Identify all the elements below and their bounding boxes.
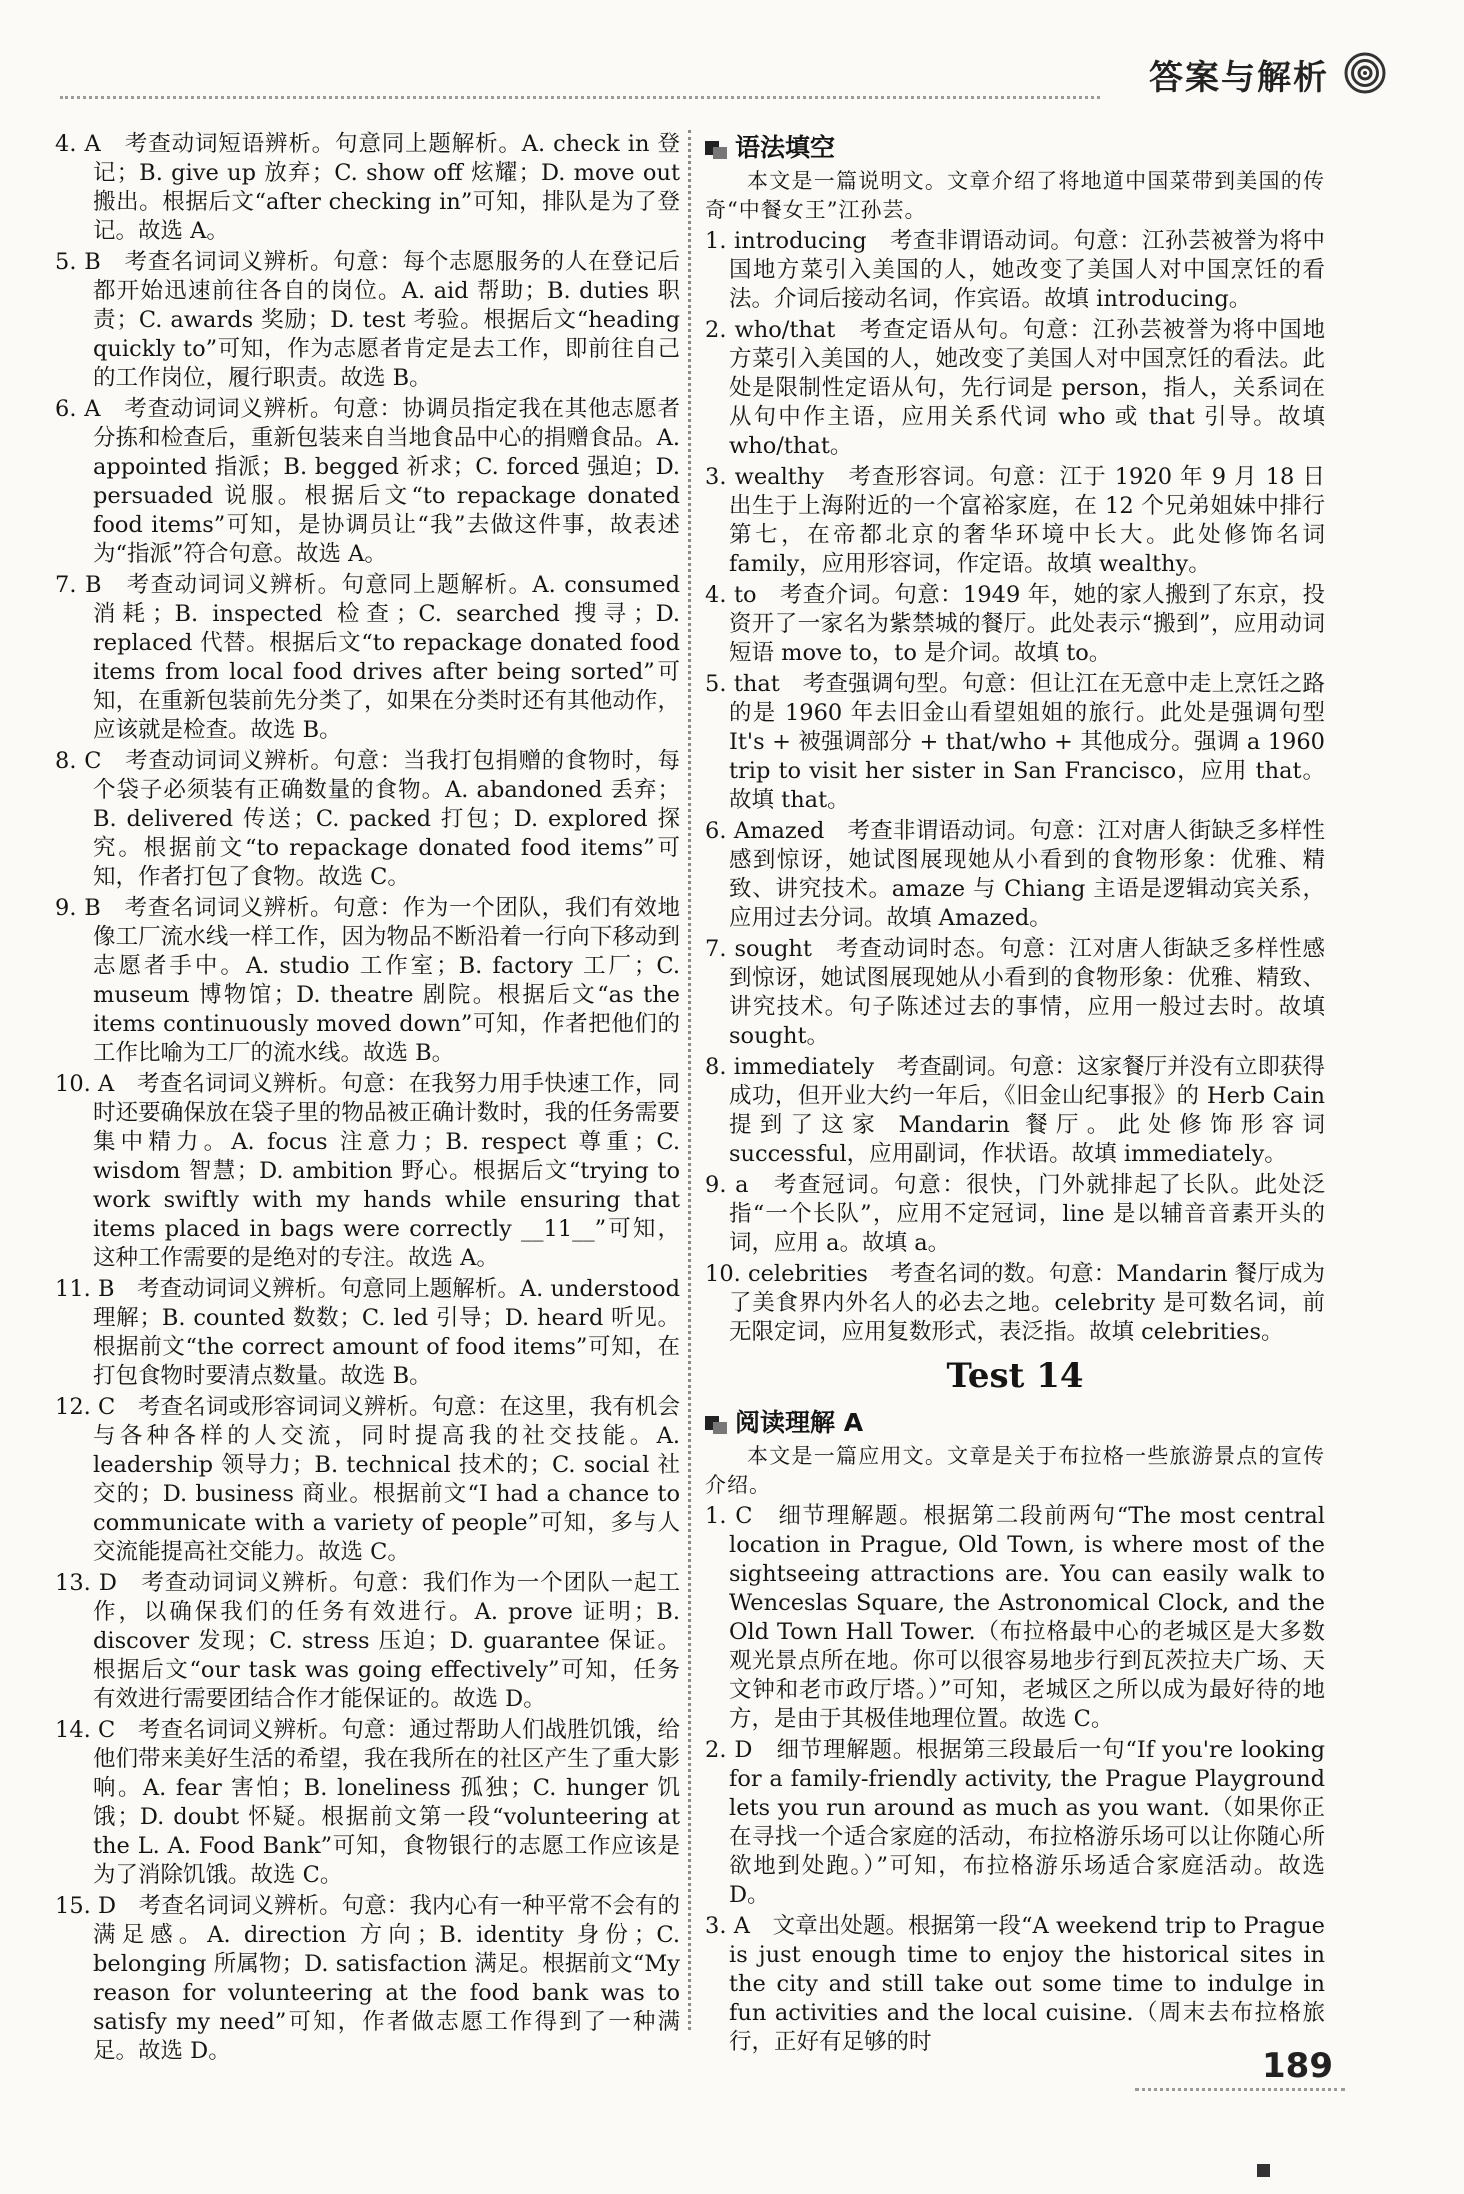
answer-item: 2. who/that 考查定语从句。句意：江孙芸被誉为将中国地方菜引入美国的人，她改变了美国人对中国烹饪的看法。此处是限制性定语从句，先行词是 person，指人，关系词在从句中作主语，应用关系代词 who 或 that 引导。故填 who/that。 [705, 317, 1325, 459]
answer-item: 4. to 考查介词。句意：1949 年，她的家人搬到了东京，投资开了一家名为紫禁城的餐厅。此处表示“搬到”，应用动词短语 move to，to 是介词。故填 to。 [705, 582, 1325, 666]
answer-item: 12. C 考查名词或形容词词义辨析。句意：在这里，我有机会与各种各样的人交流，同时提高我的社交技能。A. leadership 领导力；B. technical 技术的；C. social 社交的；D. business 商业。根据前文“I had a chance to communicate with a variety of people”可知，多与人交流能提高社交能力。故选 C。 [55, 1394, 680, 1565]
answer-item: 10. celebrities 考查名词的数。句意：Mandarin 餐厅成为了美食界内外名人的必去之地。celebrity 是可数名词，前无限定词，应用复数形式，表泛指。故填 celebrities。 [705, 1261, 1325, 1345]
answer-item: 8. immediately 考查副词。句意：这家餐厅并没有立即获得成功，但开业大约一年后，《旧金山纪事报》的 Herb Cain 提到了这家 Mandarin 餐厅。此处修饰形容词 successful，应用副词，作状语。故填 immediately。 [705, 1054, 1325, 1167]
answer-item: 15. D 考查名词词义辨析。句意：我内心有一种平常不会有的满足感。A. direction 方向；B. identity 身份；C. belonging 所属物；D. satisfaction 满足。根据前文“My reason for volunteering at the food bank was to satisfy my need”可知，作者做志愿工作得到了一种满足。故选 D。 [55, 1893, 680, 2064]
left-column [55, 130, 680, 2068]
answer-item: 1. C 细节理解题。根据第二段前两句“The most central location in Prague, Old Town, is where most of the sightseeing attractions are. You can easily walk to Wenceslas Square, the Astronomical Clock, and the Old Town Hall Tower.（布拉格最中心的老城区是大多数观光景点所在地。你可以很容易地步行到瓦茨拉夫广场、天文钟和老市政厅塔。）”可知，老城区之所以成为最好待的地方，是由于其极佳地理位置。故选 C。 [705, 1503, 1325, 1732]
answer-item: 11. B 考查动词词义辨析。句意同上题解析。A. understood 理解；B. counted 数数；C. led 引导；D. heard 听见。根据前文“the correct amount of food items”可知，在打包食物时要清点数量。故选 B。 [55, 1276, 680, 1389]
section-marker-icon [705, 137, 727, 159]
answer-item: 3. A 文章出处题。根据第一段“A weekend trip to Prague is just enough time to enjoy the historical sites in the city and still take out some time to indulge in fun activities and the local cuisine.（周末去布拉格旅行，正好有足够的时 [705, 1913, 1325, 2055]
header-dotted-rule [60, 96, 1100, 99]
column-divider [688, 130, 691, 2030]
footer-dotted-rule [1135, 2088, 1345, 2091]
section-heading-label: 语法填空 [735, 133, 836, 162]
answer-item: 5. that 考查强调句型。句意：但让江在无意中走上烹饪之路的是 1960 年去旧金山看望姐姐的旅行。此处是强调句型 It's + 被强调部分 + that/who + 其他成分。强调 a 1960 trip to visit her sister in San Francisco，应用 that。故填 that。 [705, 671, 1325, 813]
answer-item: 6. Amazed 考查非谓语动词。句意：江对唐人街缺乏多样性感到惊讶，她试图展现她从小看到的食物形象：优雅、精致、讲究技术。amaze 与 Chiang 主语是逻辑动宾关系，应用过去分词。故填 Amazed。 [705, 818, 1325, 931]
footer-square-mark [1257, 2164, 1270, 2177]
section-intro: 本文是一篇应用文。文章是关于布拉格一些旅游景点的宣传介绍。 [705, 1444, 1325, 1497]
section-heading-label: 阅读理解 A [735, 1408, 864, 1437]
page-header [0, 0, 1464, 110]
answer-item: 6. A 考查动词词义辨析。句意：协调员指定我在其他志愿者分拣和检查后，重新包装来自当地食品中心的捐赠食品。A. appointed 指派；B. begged 祈求；C. forced 强迫；D. persuaded 说服。根据后文“to repackage donated food items”可知，是协调员让“我”去做这件事，故表述为“指派”符合句意。故选 A。 [55, 396, 680, 567]
answer-item: 14. C 考查名词词义辨析。句意：通过帮助人们战胜饥饿，给他们带来美好生活的希望，我在我所在的社区产生了重大影响。A. fear 害怕；B. loneliness 孤独；C. hunger 饥饿；D. doubt 怀疑。根据前文第一段“volunteering at the L. A. Food Bank”可知，食物银行的志愿工作应该是为了消除饥饿。故选 C。 [55, 1717, 680, 1888]
answer-item: 10. A 考查名词词义辨析。句意：在我努力用手快速工作，同时还要确保放在袋子里的物品被正确计数时，我的任务需要集中精力。A. focus 注意力；B. respect 尊重；C. wisdom 智慧；D. ambition 野心。根据后文“trying to work swiftly with my hands while ensuring that items placed in bags were correctly __11__”可知，这种工作需要的是绝对的专注。故选 A。 [55, 1071, 680, 1271]
page-number: 189 [1262, 2046, 1333, 2086]
answer-item: 3. wealthy 考查形容词。句意：江于 1920 年 9 月 18 日出生于上海附近的一个富裕家庭，在 12 个兄弟姐妹中排行第七，在帝都北京的奢华环境中长大。此处修饰名词 family，应用形容词，作定语。故填 wealthy。 [705, 464, 1325, 577]
answer-item: 9. a 考查冠词。句意：很快，门外就排起了长队。此处泛指“一个长队”，应用不定冠词，line 是以辅音音素开头的词，应用 a。故填 a。 [705, 1172, 1325, 1256]
answer-item: 9. B 考查名词词义辨析。句意：作为一个团队，我们有效地像工厂流水线一样工作，因为物品不断沿着一行向下移动到志愿者手中。A. studio 工作室；B. factory 工厂；C. museum 博物馆；D. theatre 剧院。根据后文“as the items continuously moved down”可知，作者把他们的工作比喻为工厂的流水线。故选 B。 [55, 895, 680, 1066]
test-title: Test 14 [946, 1356, 1084, 1396]
answer-item: 4. A 考查动词短语辨析。句意同上题解析。A. check in 登记；B. give up 放弃；C. show off 炫耀；D. move out 搬出。根据后文“after checking in”可知，排队是为了登记。故选 A。 [55, 131, 680, 244]
header-title: 答案与解析 [1149, 58, 1329, 98]
section-marker-icon [705, 1412, 727, 1434]
answer-item: 2. D 细节理解题。根据第三段最后一句“If you're looking for a family-friendly activity, the Prague Playground lets you run around as much as you want.（如果你正在寻找一个适合家庭的活动，布拉格游乐场可以让你随心所欲地到处跑。）”可知，布拉格游乐场适合家庭活动。故选 D。 [705, 1737, 1325, 1908]
answer-item: 7. B 考查动词词义辨析。句意同上题解析。A. consumed 消耗；B. inspected 检查；C. searched 搜寻；D. replaced 代替。根据后文“to repackage donated food items from local food drives after being sorted”可知，在重新包装前先分类了，如果在分类时还有其他动作，应该就是检查。故选 B。 [55, 572, 680, 743]
answer-item: 13. D 考查动词词义辨析。句意：我们作为一个团队一起工作，以确保我们的任务有效进行。A. prove 证明；B. discover 发现；C. stress 压迫；D. guarantee 保证。根据后文“our task was going effectively”可知，任务有效进行需要团结合作才能保证的。故选 D。 [55, 1570, 680, 1712]
target-icon [1344, 52, 1386, 94]
answer-item: 7. sought 考查动词时态。句意：江对唐人街缺乏多样性感到惊讶，她试图展现她从小看到的食物形象：优雅、精致、讲究技术。句子陈述过去的事情，应用一般过去时。故填 sought。 [705, 936, 1325, 1049]
section-intro: 本文是一篇说明文。文章介绍了将地道中国菜带到美国的传奇“中餐女王”江孙芸。 [705, 169, 1325, 222]
section-heading-grammar [705, 132, 1325, 164]
right-column [705, 130, 1325, 2059]
answer-item: 5. B 考查名词词义辨析。句意：每个志愿服务的人在登记后都开始迅速前往各自的岗位。A. aid 帮助；B. duties 职责；C. awards 奖励；D. test 考验。根据后文“heading quickly to”可知，作为志愿者肯定是去工作，即前往自己的工作岗位，履行职责。故选 B。 [55, 249, 680, 391]
answer-item: 8. C 考查动词词义辨析。句意：当我打包捐赠的食物时，每个袋子必须装有正确数量的食物。A. abandoned 丢弃；B. delivered 传送；C. packed 打包；D. explored 探究。根据前文“to repackage donated food items”可知，作者打包了食物。故选 C。 [55, 748, 680, 890]
section-heading-reading [705, 1407, 1325, 1439]
answer-item: 1. introducing 考查非谓语动词。句意：江孙芸被誉为将中国地方菜引入美国的人，她改变了美国人对中国烹饪的看法。介词后接动名词，作宾语。故填 introducing。 [705, 228, 1325, 312]
